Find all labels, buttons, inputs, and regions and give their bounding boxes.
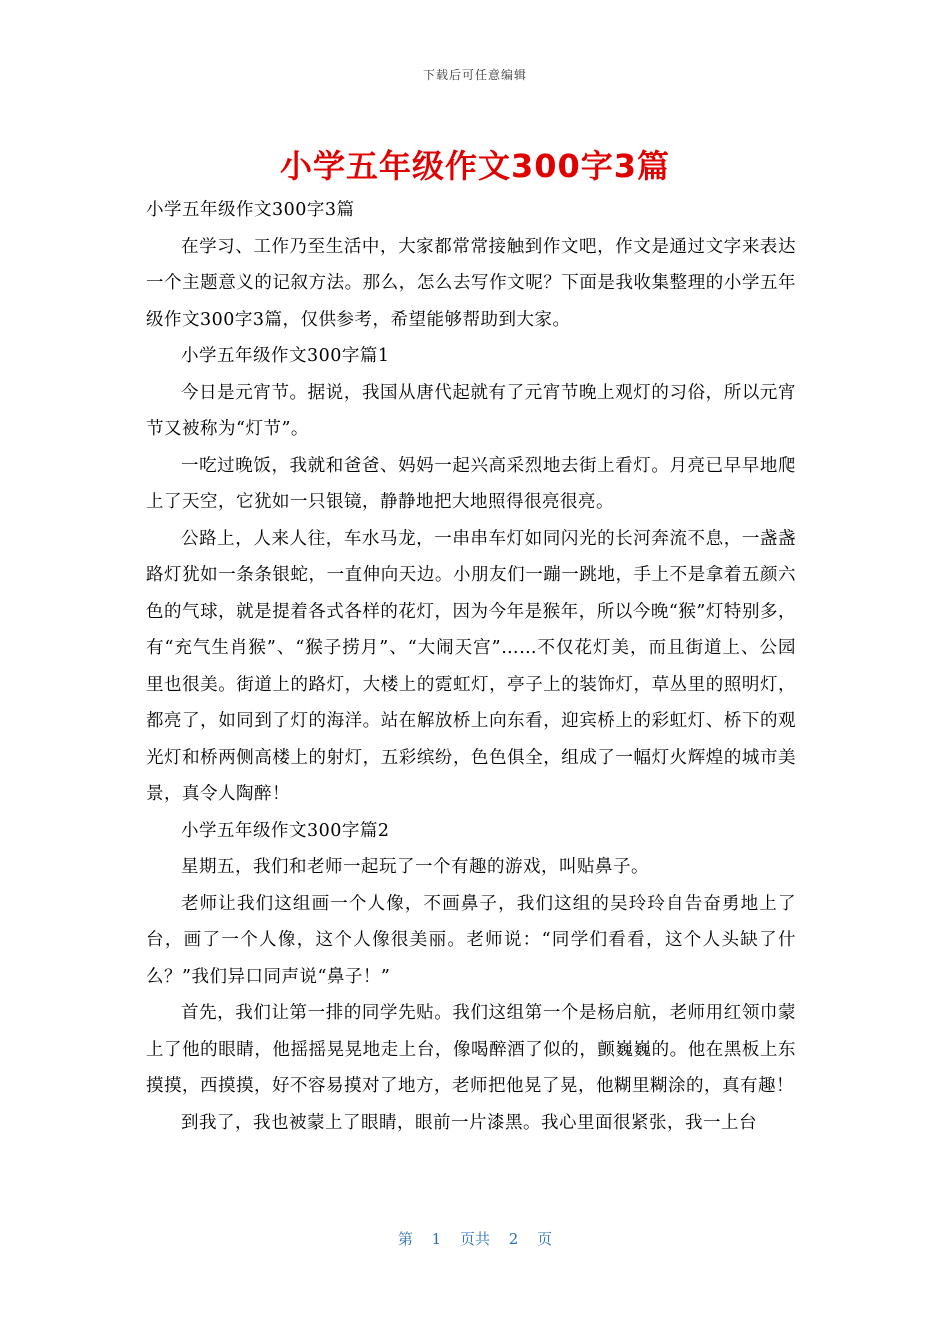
footer-of-label: 页共 bbox=[459, 1230, 490, 1248]
footer-current-page: 1 bbox=[431, 1230, 442, 1248]
paragraph: 老师让我们这组画一个人像，不画鼻子，我们这组的吴玲玲自告奋勇地上了台，画了一个人像，这个人像很美丽。老师说：“同学们看看，这个人头缺了什么？”我们异口同声说“鼻子！” bbox=[146, 893, 796, 987]
paragraph: 小学五年级作文300字3篇 bbox=[146, 200, 355, 220]
paragraph: 在学习、工作乃至生活中，大家都常常接触到作文吧，作文是通过文字来表达一个主题意义的记叙方法。那么，怎么去写作文呢？下面是我收集整理的小学五年级作文300字3篇，仅供参考，希望能够帮助到大家。 bbox=[146, 236, 796, 330]
paragraph: 首先，我们让第一排的同学先贴。我们这组第一个是杨启航，老师用红领巾蒙上了他的眼睛，他摇摇晃晃地走上台，像喝醉酒了似的，颤巍巍的。他在黑板上东摸摸，西摸摸，好不容易摸对了地方，老师把他晃了晃，他糊里糊涂的，真有趣！ bbox=[146, 1003, 796, 1096]
paragraph: 到我了，我也被蒙上了眼睛，眼前一片漆黑。我心里面很紧张，我一上台 bbox=[181, 1112, 757, 1133]
footer-total-pages: 2 bbox=[508, 1230, 519, 1248]
paragraph: 一吃过晚饭，我就和爸爸、妈妈一起兴高采烈地去街上看灯。月亮已早早地爬上了天空，它犹如一只银镜，静静地把大地照得很亮很亮。 bbox=[146, 455, 796, 512]
paragraph: 星期五，我们和老师一起玩了一个有趣的游戏，叫贴鼻子。 bbox=[181, 857, 649, 877]
paragraph: 今日是元宵节。据说，我国从唐代起就有了元宵节晚上观灯的习俗，所以元宵节又被称为“灯节”。 bbox=[146, 382, 796, 439]
document-body bbox=[146, 192, 796, 1141]
paragraph: 公路上，人来人往，车水马龙，一串串车灯如同闪光的长河奔流不息，一盏盏路灯犹如一条条银蛇，一直伸向天边。小朋友们一蹦一跳地，手上不是拿着五颜六色的气球，就是提着各式各样的花灯，因为今年是猴年，所以今晚“猴”灯特别多，有“充气生肖猴”、“猴子捞月”、“大闹天宫”……不仅花灯美，而且街道上、公园里也很美。街道上的路灯，大楼上的霓虹灯，亭子上的装饰灯，草丛里的照明灯，都亮了，如同到了灯的海洋。站在解放桥上向东看，迎宾桥上的彩虹灯、桥下的观光灯和桥两侧高楼上的射灯，五彩缤纷，色色俱全，组成了一幅灯火辉煌的城市美景，真令人陶醉！ bbox=[146, 528, 796, 804]
section-heading: 小学五年级作文300字篇1 bbox=[181, 346, 390, 366]
page-footer bbox=[0, 1228, 950, 1249]
section-heading: 小学五年级作文300字篇2 bbox=[181, 820, 390, 841]
footer-end-label: 页 bbox=[537, 1230, 553, 1248]
document-title: 小学五年级作文300字3篇 bbox=[279, 147, 671, 185]
footer-page-label: 第 bbox=[397, 1230, 413, 1248]
page-header: 下载后可任意编辑 bbox=[422, 68, 527, 82]
